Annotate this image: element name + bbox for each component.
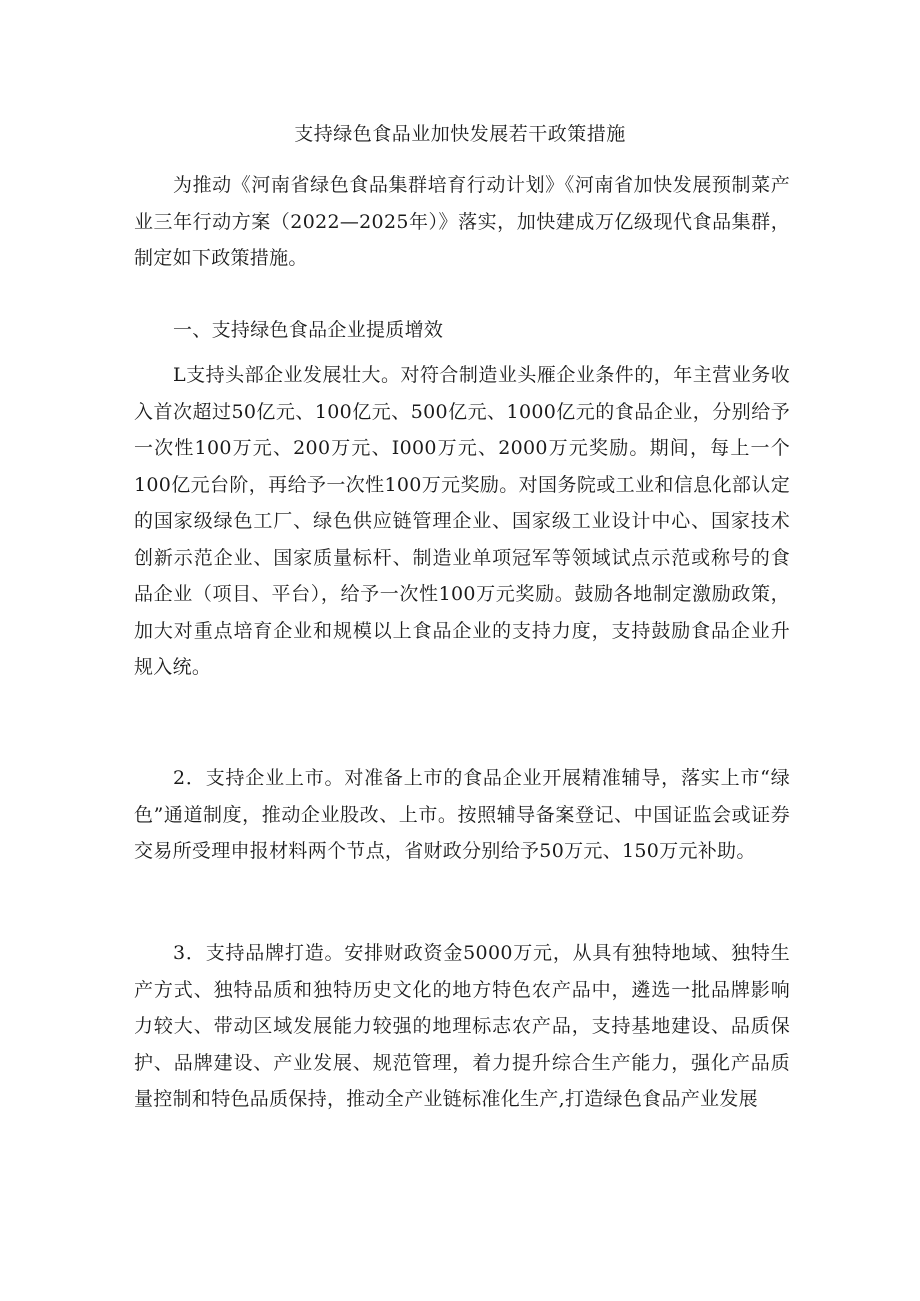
intro-paragraph: 为推动《河南省绿色食品集群培育行动计划》《河南省加快发展预制菜产业三年行动方案（2022—2025年）》落实，加快建成万亿级现代食品集群，制定如下政策措施。: [134, 174, 790, 269]
document-title: 支持绿色食品业加快发展若干政策措施: [294, 123, 626, 145]
section-heading: 一、支持绿色食品企业提质增效: [173, 319, 444, 341]
policy-item-2: 2．支持企业上市。对准备上市的食品企业开展精准辅导，落实上市“绿色”通道制度，推动企业股改、上市。按照辅导备案登记、中国证监会或证券交易所受理申报材料两个节点，省财政分别给予50万元、150万元补助。: [134, 767, 790, 862]
policy-item-1: L支持头部企业发展壮大。对符合制造业头雁企业条件的，年主营业务收入首次超过50亿元、100亿元、500亿元、1000亿元的食品企业，分别给予一次性100万元、200万元、I000万元、2000万元奖励。期间，每上一个100亿元台阶，再给予一次性100万元奖励。对国务院或工业和信息化部认定的国家级绿色工厂、绿色供应链管理企业、国家级工业设计中心、国家技术创新示范企业、国家质量标杆、制造业单项冠军等领域试点示范或称号的食品企业（项目、平台），给予一次性100万元奖励。鼓励各地制定激励政策，加大对重点培育企业和规模以上食品企业的支持力度，支持鼓励食品企业升规入统。: [134, 364, 790, 678]
policy-item-3: 3．支持品牌打造。安排财政资金5000万元，从具有独特地域、独特生产方式、独特品质和独特历史文化的地方特色农产品中，遴选一批品牌影响力较大、带动区域发展能力较强的地理标志农产品，支持基地建设、品质保护、品牌建设、产业发展、规范管理，着力提升综合生产能力，强化产品质量控制和特色品质保持，推动全产业链标准化生产,打造绿色食品产业发展: [134, 942, 790, 1110]
